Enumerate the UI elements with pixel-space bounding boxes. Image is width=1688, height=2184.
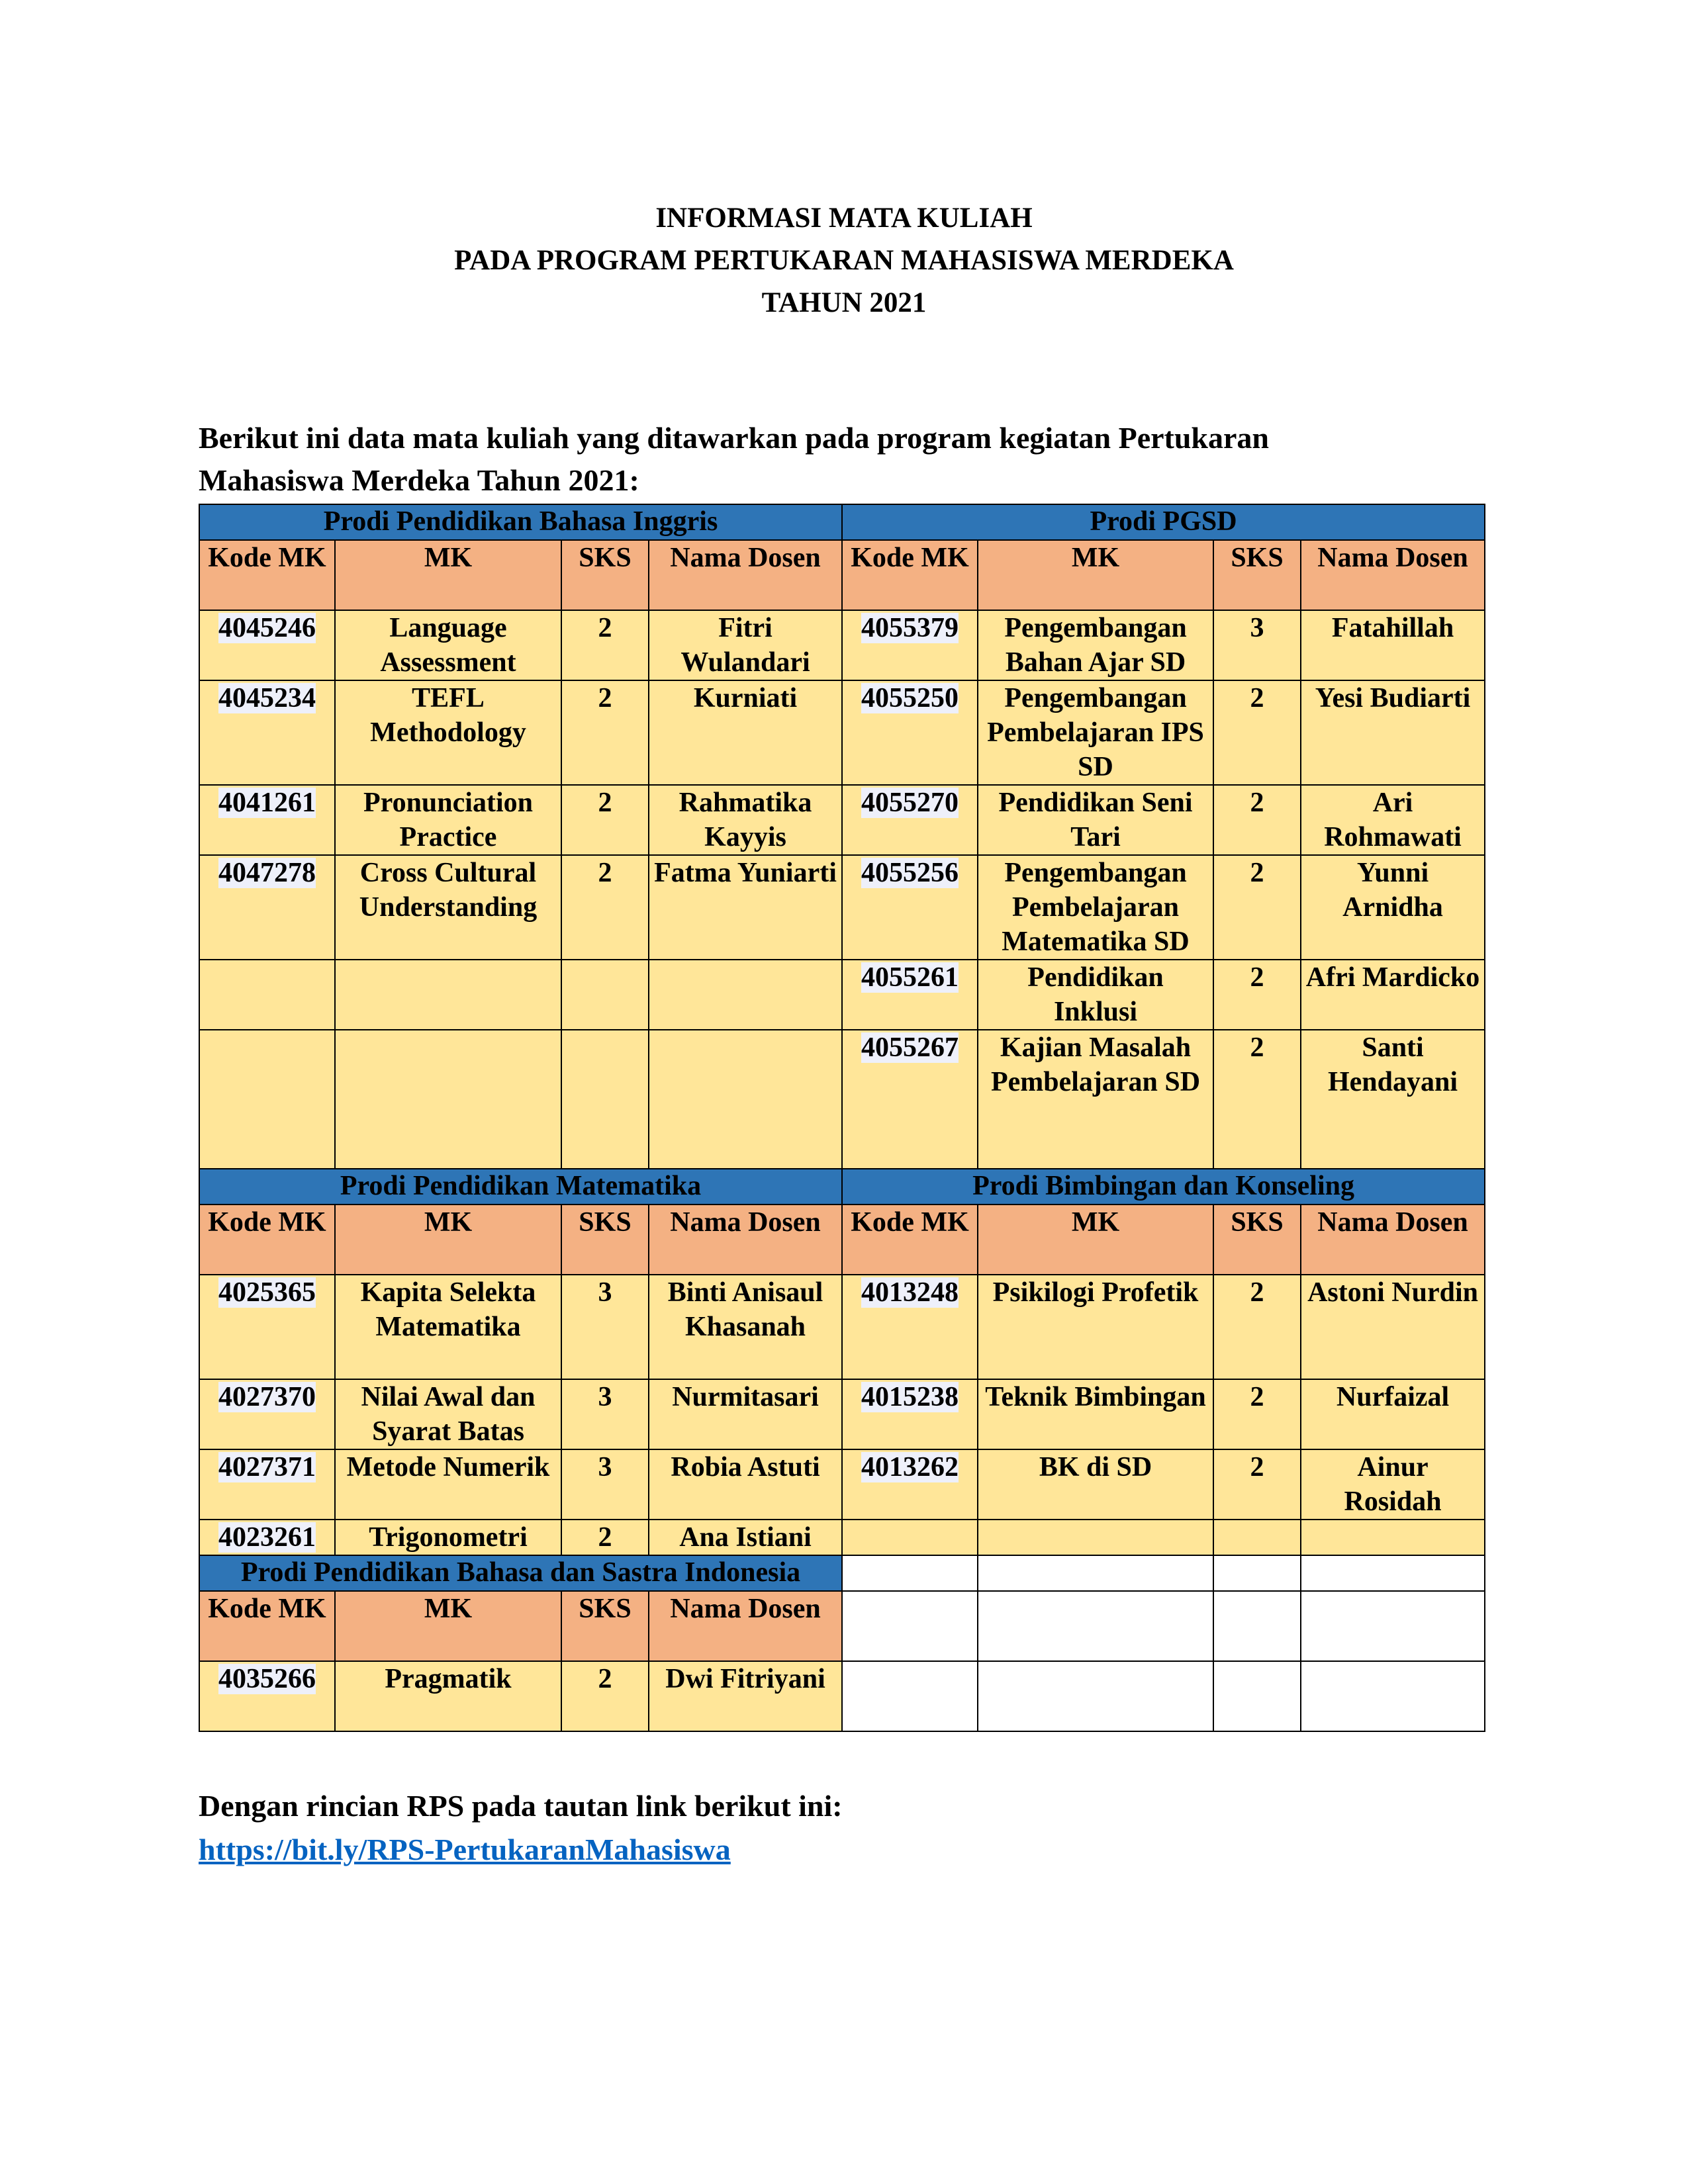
course-code: 4023261 [218, 1522, 316, 1553]
empty-cell [649, 1030, 842, 1169]
course-lecturer: Astoni Nurdin [1301, 1275, 1485, 1379]
empty-cell [1301, 1591, 1485, 1661]
col-header-dosen: Nama Dosen [649, 540, 842, 610]
empty-cell [199, 1030, 335, 1169]
course-name: TEFL Methodology [335, 680, 561, 785]
empty-cell [1213, 1661, 1301, 1731]
table-row [199, 1449, 1485, 1520]
course-name: Language Assessment [335, 610, 561, 680]
course-sks: 2 [561, 1520, 649, 1555]
empty-cell [842, 1661, 978, 1731]
col-header-sks: SKS [561, 1591, 649, 1661]
course-lecturer: Fatahillah [1301, 610, 1485, 680]
course-code: 4045234 [218, 683, 316, 713]
footer-text: Dengan rincian RPS pada tautan link berikut ini: [199, 1789, 843, 1823]
empty-cell [1213, 1591, 1301, 1661]
table-row [199, 1661, 1485, 1731]
document-title [0, 197, 1688, 324]
course-sks: 2 [561, 785, 649, 855]
course-sks: 3 [1213, 610, 1301, 680]
section-header-indonesia: Prodi Pendidikan Bahasa dan Sastra Indonesia [199, 1555, 842, 1591]
col-header-sks: SKS [1213, 540, 1301, 610]
course-code: 4025365 [218, 1277, 316, 1308]
col-header-kode: Kode MK [842, 1205, 978, 1275]
course-name: Teknik Bimbingan [978, 1379, 1213, 1449]
empty-cell [1301, 1555, 1485, 1591]
course-code: 4027371 [218, 1452, 316, 1482]
col-header-dosen: Nama Dosen [649, 1205, 842, 1275]
course-name: Nilai Awal dan Syarat Batas [335, 1379, 561, 1449]
col-header-sks: SKS [1213, 1205, 1301, 1275]
course-code: 4027370 [218, 1382, 316, 1412]
empty-cell [1213, 1520, 1301, 1555]
table-row [199, 1379, 1485, 1449]
course-sks: 2 [1213, 1379, 1301, 1449]
course-name: Pengembangan Pembelajaran IPS SD [978, 680, 1213, 785]
course-name: Psikilogi Profetik [978, 1275, 1213, 1379]
course-code: 4055379 [861, 613, 959, 643]
col-header-sks: SKS [561, 1205, 649, 1275]
course-code: 4041261 [218, 788, 316, 818]
course-code: 4015238 [861, 1382, 959, 1412]
col-header-mk: MK [335, 1591, 561, 1661]
col-header-dosen: Nama Dosen [1301, 1205, 1485, 1275]
course-name: Kapita Selekta Matematika [335, 1275, 561, 1379]
table-row [199, 680, 1485, 785]
course-lecturer: Fitri Wulandari [649, 610, 842, 680]
intro-paragraph [199, 417, 1496, 502]
course-lecturer: Dwi Fitriyani [649, 1661, 842, 1731]
course-sks: 3 [561, 1379, 649, 1449]
empty-cell [978, 1555, 1213, 1591]
title-line-1: INFORMASI MATA KULIAH [655, 203, 1033, 234]
course-name: Pendidikan Inklusi [978, 960, 1213, 1030]
course-sks: 2 [1213, 1275, 1301, 1379]
course-name: Kajian Masalah Pembelajaran SD [978, 1030, 1213, 1169]
course-sks: 2 [1213, 855, 1301, 960]
course-code: 4045246 [218, 613, 316, 643]
course-lecturer: Robia Astuti [649, 1449, 842, 1520]
col-header-kode: Kode MK [199, 1591, 335, 1661]
course-code: 4013262 [861, 1452, 959, 1482]
course-lecturer: Santi Hendayani [1301, 1030, 1485, 1169]
table-row [199, 1275, 1485, 1379]
empty-cell [1213, 1555, 1301, 1591]
col-header-kode: Kode MK [842, 540, 978, 610]
empty-cell [199, 960, 335, 1030]
empty-cell [335, 960, 561, 1030]
empty-cell [842, 1591, 978, 1661]
course-lecturer: Binti Anisaul Khasanah [649, 1275, 842, 1379]
course-name: Cross Cultural Understanding [335, 855, 561, 960]
course-code: 4047278 [218, 858, 316, 888]
course-lecturer: Ainur Rosidah [1301, 1449, 1485, 1520]
course-code: 4055270 [861, 788, 959, 818]
section-header-pgsd: Prodi PGSD [842, 504, 1485, 540]
section-header-matematika: Prodi Pendidikan Matematika [199, 1169, 842, 1205]
course-name: Trigonometri [335, 1520, 561, 1555]
course-name: Pengembangan Pembelajaran Matematika SD [978, 855, 1213, 960]
course-lecturer: Yesi Budiarti [1301, 680, 1485, 785]
course-sks: 2 [1213, 785, 1301, 855]
course-sks: 2 [1213, 1449, 1301, 1520]
col-header-dosen: Nama Dosen [1301, 540, 1485, 610]
course-name: Pendidikan Seni Tari [978, 785, 1213, 855]
col-header-mk: MK [978, 540, 1213, 610]
table-row [199, 960, 1485, 1030]
section-header-bk: Prodi Bimbingan dan Konseling [842, 1169, 1485, 1205]
course-table [199, 504, 1485, 1732]
course-code: 4055267 [861, 1032, 959, 1063]
course-name: Pronunciation Practice [335, 785, 561, 855]
table-row [199, 855, 1485, 960]
course-name: BK di SD [978, 1449, 1213, 1520]
course-code: 4055256 [861, 858, 959, 888]
course-sks: 2 [561, 855, 649, 960]
empty-cell [561, 1030, 649, 1169]
course-sks: 2 [561, 610, 649, 680]
col-header-sks: SKS [561, 540, 649, 610]
empty-cell [1301, 1661, 1485, 1731]
course-lecturer: Fatma Yuniarti [649, 855, 842, 960]
course-code: 4035266 [218, 1664, 316, 1694]
course-sks: 2 [1213, 680, 1301, 785]
intro-line-1: Berikut ini data mata kuliah yang ditawarkan pada program kegiatan Pertukaran [199, 421, 1270, 455]
course-lecturer: Yunni Arnidha [1301, 855, 1485, 960]
course-sks: 2 [1213, 1030, 1301, 1169]
course-sks: 2 [561, 680, 649, 785]
table-row [199, 785, 1485, 855]
empty-cell [978, 1591, 1213, 1661]
course-lecturer: Nurmitasari [649, 1379, 842, 1449]
course-name: Metode Numerik [335, 1449, 561, 1520]
course-name: Pragmatik [335, 1661, 561, 1731]
course-code: 4013248 [861, 1277, 959, 1308]
course-code: 4055261 [861, 962, 959, 993]
table-row [199, 1030, 1485, 1169]
col-header-mk: MK [335, 1205, 561, 1275]
table-row [199, 1520, 1485, 1555]
course-lecturer: Kurniati [649, 680, 842, 785]
course-lecturer: Rahmatika Kayyis [649, 785, 842, 855]
title-line-3: TAHUN 2021 [761, 287, 927, 318]
col-header-kode: Kode MK [199, 1205, 335, 1275]
rps-link[interactable]: https://bit.ly/RPS-PertukaranMahasiswa [199, 1833, 731, 1866]
col-header-mk: MK [335, 540, 561, 610]
empty-cell [842, 1520, 978, 1555]
course-lecturer: Ari Rohmawati [1301, 785, 1485, 855]
empty-cell [978, 1520, 1213, 1555]
section-header-inggris: Prodi Pendidikan Bahasa Inggris [199, 504, 842, 540]
course-lecturer: Afri Mardicko [1301, 960, 1485, 1030]
course-sks: 2 [1213, 960, 1301, 1030]
empty-cell [978, 1661, 1213, 1731]
empty-cell [842, 1555, 978, 1591]
empty-cell [649, 960, 842, 1030]
course-lecturer: Nurfaizal [1301, 1379, 1485, 1449]
course-name: Pengembangan Bahan Ajar SD [978, 610, 1213, 680]
intro-line-2: Mahasiswa Merdeka Tahun 2021: [199, 463, 639, 497]
empty-cell [561, 960, 649, 1030]
course-sks: 2 [561, 1661, 649, 1731]
title-line-2: PADA PROGRAM PERTUKARAN MAHASISWA MERDEKA [454, 245, 1234, 276]
course-code: 4055250 [861, 683, 959, 713]
course-lecturer: Ana Istiani [649, 1520, 842, 1555]
col-header-dosen: Nama Dosen [649, 1591, 842, 1661]
empty-cell [335, 1030, 561, 1169]
course-sks: 3 [561, 1449, 649, 1520]
empty-cell [1301, 1520, 1485, 1555]
table-row [199, 610, 1485, 680]
col-header-mk: MK [978, 1205, 1213, 1275]
col-header-kode: Kode MK [199, 540, 335, 610]
course-sks: 3 [561, 1275, 649, 1379]
